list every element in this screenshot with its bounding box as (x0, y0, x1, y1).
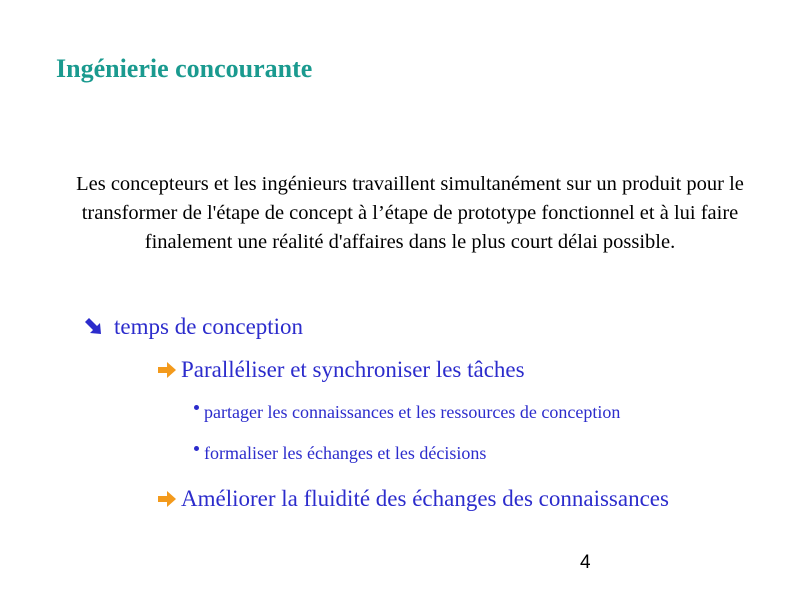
bullet-level3-first (194, 402, 620, 423)
page-number: 4 (580, 552, 591, 573)
arrow-right-icon (157, 361, 177, 379)
arrow-right-icon (157, 490, 177, 508)
bullet-level2-second (157, 486, 669, 512)
intro-paragraph: Les concepteurs et les ingénieurs travaillent simultanément sur un produit pour le transformer de l'étape de concept à l’étape de prototype fonctionnel et à lui faire finalement une réalité d'affaires dans le plus court délai possible. (76, 173, 744, 253)
arrow-down-right-icon (82, 315, 104, 337)
slide-title: Ingénierie concourante (56, 54, 313, 83)
bullet-level3-first-text: partager les connaissances et les ressources de conception (204, 402, 621, 422)
bullet-level2-first (157, 357, 525, 383)
bullet-level1 (82, 314, 303, 340)
bullet-level2-second-text: Améliorer la fluidité des échanges des connaissances (181, 486, 669, 511)
bullet-dot-icon (194, 446, 199, 451)
bullet-level1-text: temps de conception (114, 314, 304, 339)
bullet-dot-icon (194, 405, 199, 410)
bullet-level3-second (194, 443, 486, 464)
bullet-level3-second-text: formaliser les échanges et les décisions (204, 443, 487, 463)
bullet-level2-first-text: Paralléliser et synchroniser les tâches (181, 357, 525, 382)
